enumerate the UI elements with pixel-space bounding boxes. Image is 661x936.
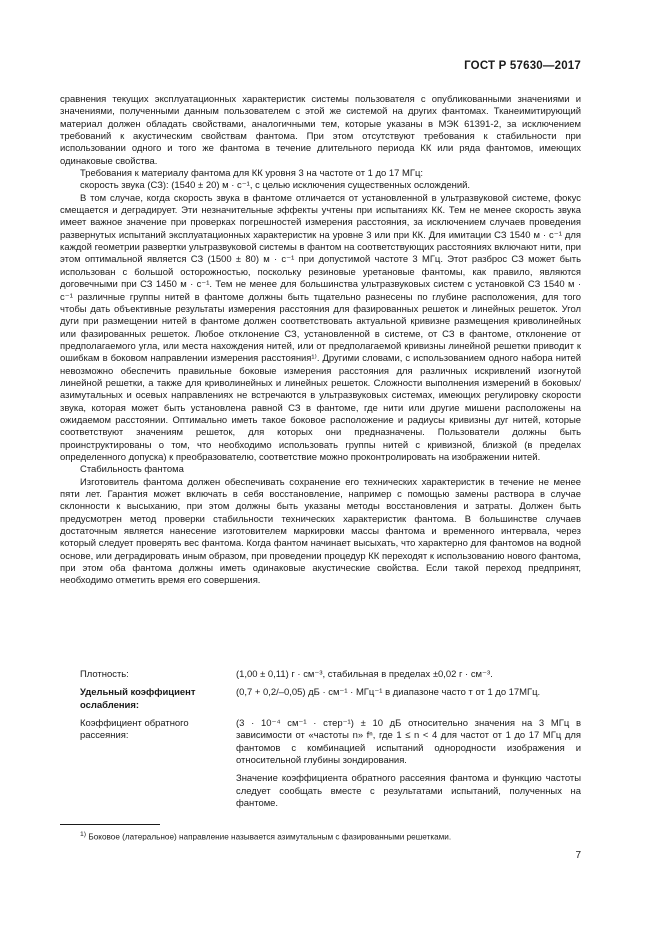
paragraph: В том случае, когда скорость звука в фантоме отличается от установленной в ультразвуковой системе, фокус смещается и деградирует. Эти незначительные эффекты учтены при испытаниях КК. Тем не менее скорость звука имеет важное значение при проверках погрешностей измерения расстояния, за исключением случаев проведения развернутых испытаний эксплуатационных характеристик на уровне 3 или при КК. Для имитации СЗ 1540 м · с⁻¹ для каждой геометрии развертки ультразвуковой системы в фантом на соответствующих расстояниях включают нити, при этом оптимальной является СЗ (1500 ± 80) м · с⁻¹ при допустимой частоте 3 МГц. Этот разброс СЗ может быть использован с большой осторожностью, поскольку резиновые уретановые фантомы, как правило, являются договечными при СЗ 1450 м · с⁻¹. Тем не менее для большинства ультразвуковых систем с установкой СЗ 1540 м · с⁻¹ различные группы нитей в фантоме должны быть тщательно разнесены по глубине расположения, для того чтобы дать объективные результаты измерения расстояния для фазированных решеток и линейных решеток. Угол дуги при размещении нитей в фантоме должен соответствовать актуальной кривизне размещения криволинейных или фазированных решеток. Любое отклонение СЗ, установленной в системе, от СЗ в фантоме, отклонение от предполагаемого угла, или места нахождения нитей, или от предполагаемой кривизны линейной решетки приводит к ошибкам в боковом направлении измерения расстояния¹⁾. Другими словами, с использованием одного набора нитей невозможно обеспечить правильные боковые измерения расстояния для различных искривлений изогнутой линейной решетки, а также для криволинейных и линейных решеток. Сложности выполнения измерений в боковых/азимутальных и осевых направлениях не встречаются в ультразвуковых системах, имеющих регулировку скорости звука, которая может быть установлена равной СЗ в фантоме, где нити или другие мишени расположены на ожидаемом расстоянии. Оптимально иметь такое боковое расположение и радиусы кривизны дуг нитей, которые соответствуют значениям решеток, для которых они предназначены. Пользователи должны быть проинструктированы о том, что необходимо использовать группы нитей с кривизной, близкой (в пределах определенного допуска) к преобразователю, соответствие можно проконтролировать на изображении нитей. bbox=[60, 192, 581, 463]
paragraph: Стабильность фантома bbox=[80, 464, 184, 476]
property-value: (1,00 ± 0,11) г · см⁻³, стабильная в пределах ±0,02 г · см⁻³. bbox=[236, 669, 493, 680]
paragraph: Требования к материалу фантома для КК уровня 3 на частоте от 1 до 17 МГц: bbox=[80, 168, 424, 180]
paragraph: сравнения текущих эксплуатационных характеристик системы пользователя с опубликованными значениями и значениями, полученными данным пользователем с этой же системой на других фантомах. Тканеимитирующий материал должен обладать свойствами, аналогичными тем, которые указаны в МЭК 61391-2, за исключением требований к акустическим свойствам фантома. При этом отсутствуют требования к стабильности при использовании одного и того же фантома в течение длительного периода КК или ряда фантомов, имеющих одинаковые свойства. bbox=[60, 94, 581, 167]
page-number: 7 bbox=[575, 850, 581, 861]
property-label: Удельный коэффициент ослабления: bbox=[80, 687, 196, 711]
property-row bbox=[60, 718, 581, 767]
body-text bbox=[60, 94, 581, 588]
property-row bbox=[60, 687, 581, 712]
property-value: (0,7 + 0,2/–0,05) дБ · см⁻¹ · МГц⁻¹ в диапазоне часто т от 1 до 17МГц. bbox=[236, 687, 541, 699]
property-row bbox=[60, 669, 581, 681]
footnote-marker: 1) bbox=[80, 831, 87, 838]
paragraph: скорость звука (СЗ): (1540 ± 20) м · с⁻¹, с целью исключения существенных ослождений. bbox=[80, 180, 471, 192]
phantom-properties bbox=[60, 669, 581, 816]
footnote-divider bbox=[60, 824, 160, 825]
property-value: (3 · 10⁻⁴ см⁻¹ · стер⁻¹) ± 10 дБ относительно значения на 3 МГц в зависимости от «частоты n» fⁿ, где 1 ≤ n < 4 для частот от 1 до 17 МГц для фантомов с комбинацией испытаний однородности изображения и относительной глубины зондирования. bbox=[236, 718, 581, 767]
footnote bbox=[80, 830, 580, 843]
property-label bbox=[60, 773, 236, 810]
property-label: Плотность: bbox=[80, 669, 129, 680]
footnote-text: Боковое (латеральное) направление называется азимутальным с фазированными решетками. bbox=[88, 832, 452, 842]
property-value: Значение коэффициента обратного рассеяния фантома и функцию частоты следует сообщать вместе с результатами испытаний, полученных на фантоме. bbox=[236, 773, 581, 810]
standard-header: ГОСТ Р 57630—2017 bbox=[464, 60, 581, 72]
paragraph: Изготовитель фантома должен обеспечивать сохранение его технических характеристик в течение не менее пяти лет. Гарантия может включать в себя восстановление, например с помощью замены раствора в случае склонности к высыханию, при этом должны быть указаны методы восстановления и затраты. Должен быть предусмотрен метод проверки стабильности технических характеристик фантома. В большинстве случаев достаточным является нанесение изготовителем маркировки массы фантома и временного интервала, через который следует проверять вес фантома. Когда фантом начинает высыхать, что характерно для фантомов на водной основе, или деградировать иным образом, при проведении процедур КК переходят к использованию нового фантома, при этом оба фантома должны иметь одинаковые акустические свойства. Если такой переход предпринят, необходимо отметить время его совершения. bbox=[60, 476, 581, 587]
property-label: Коэффициент обратного рассеяния: bbox=[80, 718, 189, 742]
property-row bbox=[60, 773, 581, 810]
